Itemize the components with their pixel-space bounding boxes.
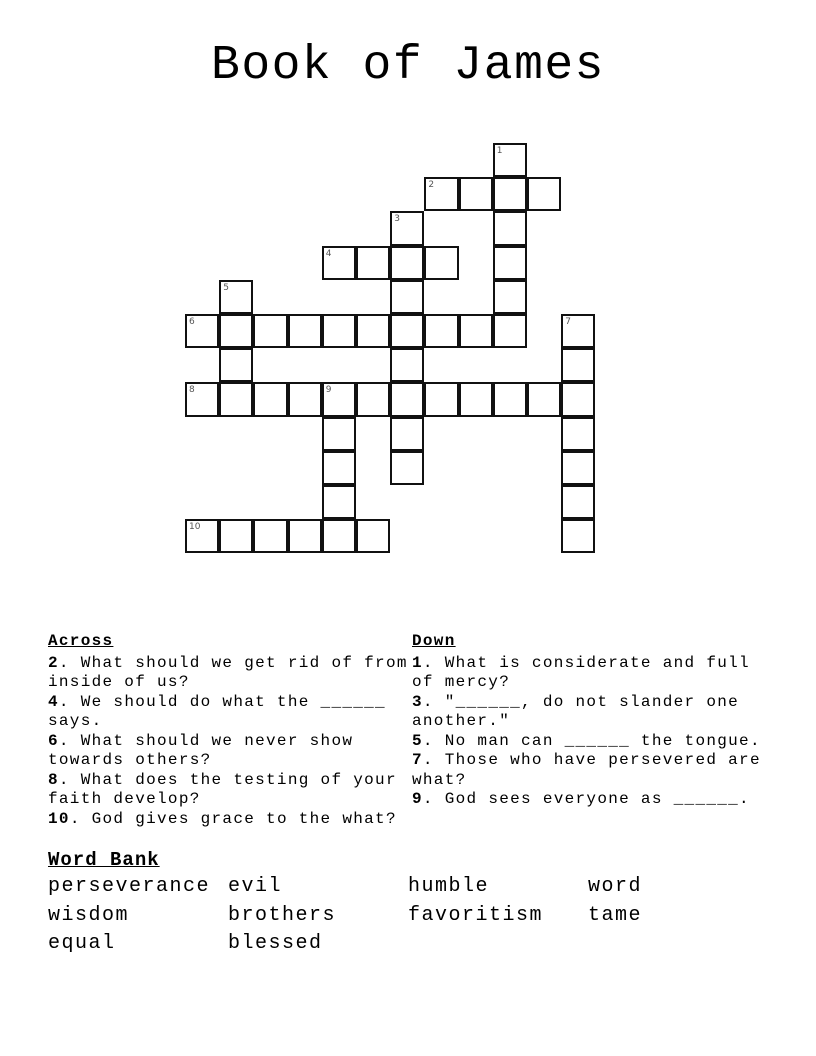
- grid-cell[interactable]: [459, 382, 493, 416]
- word-bank-item: wisdom: [48, 903, 130, 927]
- clue-text: . We should do what the ______ says.: [48, 692, 386, 730]
- grid-cell[interactable]: [561, 485, 595, 519]
- grid-cell[interactable]: [459, 177, 493, 211]
- grid-cell[interactable]: [322, 246, 356, 280]
- grid-cell[interactable]: [459, 314, 493, 348]
- across-clue: [48, 654, 408, 693]
- grid-cell[interactable]: [185, 382, 219, 416]
- grid-cell[interactable]: [390, 417, 424, 451]
- grid-cell[interactable]: [219, 280, 253, 314]
- page-title: Book of James: [211, 39, 605, 93]
- clue-number: 8: [48, 770, 59, 789]
- grid-cell[interactable]: [561, 417, 595, 451]
- word-bank: [48, 875, 768, 961]
- word-bank-item: perseverance: [48, 875, 211, 898]
- grid-cell[interactable]: [253, 382, 287, 416]
- clue-text: . What should we never show towards others?: [48, 731, 354, 769]
- down-clue: [412, 654, 772, 693]
- grid-cell[interactable]: [424, 382, 458, 416]
- word-bank-item: blessed: [228, 932, 323, 955]
- word-bank-item: evil: [228, 875, 283, 898]
- clue-text: . God gives grace to the what?: [69, 809, 397, 828]
- across-clue: [48, 732, 408, 771]
- grid-cell[interactable]: [390, 314, 424, 348]
- word-bank-heading: Word Bank: [48, 849, 160, 871]
- clue-text: . What should we get rid of from inside of us?: [48, 653, 408, 691]
- clue-text: . What does the testing of your faith develop?: [48, 770, 397, 808]
- grid-cell[interactable]: [322, 485, 356, 519]
- across-clue: [48, 771, 408, 810]
- grid-cell[interactable]: [356, 519, 390, 553]
- clue-number: 9: [412, 790, 423, 808]
- word-bank-item: brothers: [228, 903, 337, 927]
- grid-cell[interactable]: [185, 519, 219, 553]
- grid-cell[interactable]: [493, 314, 527, 348]
- across-clues: [48, 632, 408, 829]
- clue-text: . What is considerate and full of mercy?: [412, 653, 750, 691]
- clue-text: . "______, do not slander one another.": [412, 692, 740, 730]
- clue-text: . God sees everyone as ______.: [422, 790, 750, 808]
- grid-cell[interactable]: [390, 246, 424, 280]
- grid-cell[interactable]: [424, 177, 458, 211]
- grid-cell[interactable]: [561, 519, 595, 553]
- grid-cell[interactable]: [219, 519, 253, 553]
- grid-cell[interactable]: [322, 451, 356, 485]
- grid-cell[interactable]: [493, 143, 527, 177]
- grid-cell[interactable]: [253, 314, 287, 348]
- grid-cell[interactable]: [288, 314, 322, 348]
- word-bank-item: tame: [588, 903, 643, 927]
- grid-cell[interactable]: [424, 246, 458, 280]
- clue-text: . No man can ______ the tongue.: [422, 731, 761, 750]
- grid-cell[interactable]: [561, 451, 595, 485]
- grid-cell[interactable]: [561, 382, 595, 416]
- down-heading: Down: [412, 632, 456, 650]
- grid-cell[interactable]: [561, 314, 595, 348]
- grid-cell[interactable]: [253, 519, 287, 553]
- grid-cell[interactable]: [390, 211, 424, 245]
- grid-cell[interactable]: [322, 417, 356, 451]
- grid-cell[interactable]: [424, 314, 458, 348]
- grid-cell[interactable]: [493, 246, 527, 280]
- word-bank-item: favoritism: [408, 903, 544, 927]
- cell-number: 9: [325, 385, 332, 396]
- clue-number: 4: [48, 692, 59, 711]
- across-heading: Across: [48, 632, 114, 650]
- grid-cell[interactable]: [493, 280, 527, 314]
- clue-number: 2: [48, 653, 59, 672]
- cell-number: 2: [428, 180, 435, 191]
- word-bank-item: word: [588, 875, 643, 898]
- grid-cell[interactable]: [493, 211, 527, 245]
- clue-text: . Those who have persevered are what?: [412, 751, 761, 789]
- cell-number: 1: [496, 146, 503, 156]
- grid-cell[interactable]: [390, 348, 424, 382]
- grid-cell[interactable]: [322, 382, 356, 416]
- clue-number: 6: [48, 731, 59, 750]
- clue-number: 5: [412, 731, 423, 750]
- grid-cell[interactable]: [527, 177, 561, 211]
- grid-cell[interactable]: [219, 314, 253, 348]
- word-bank-item: humble: [408, 875, 490, 898]
- crossword-grid: [186, 144, 598, 556]
- cell-number: 5: [223, 282, 229, 293]
- down-clue: [412, 790, 772, 810]
- cell-number: 10: [189, 522, 201, 533]
- cell-number: 4: [325, 248, 332, 259]
- grid-cell[interactable]: [288, 382, 322, 416]
- grid-cell[interactable]: [288, 519, 322, 553]
- down-clue: [412, 732, 772, 752]
- across-clue: [48, 810, 408, 830]
- grid-cell[interactable]: [219, 348, 253, 382]
- grid-cell[interactable]: [493, 177, 527, 211]
- down-clue: [412, 693, 772, 732]
- cell-number: 8: [189, 385, 195, 396]
- grid-cell[interactable]: [185, 314, 219, 348]
- grid-cell[interactable]: [527, 382, 561, 416]
- clue-number: 1: [412, 653, 423, 672]
- clue-number: 3: [412, 692, 423, 711]
- grid-cell[interactable]: [561, 348, 595, 382]
- grid-cell[interactable]: [390, 382, 424, 416]
- grid-cell[interactable]: [356, 382, 390, 416]
- grid-cell[interactable]: [493, 382, 527, 416]
- word-bank-item: equal: [48, 932, 116, 955]
- clue-number: 10: [48, 809, 70, 828]
- grid-cell[interactable]: [356, 314, 390, 348]
- grid-cell[interactable]: [219, 382, 253, 416]
- cell-number: 3: [394, 214, 400, 225]
- grid-cell[interactable]: [390, 451, 424, 485]
- across-clue: [48, 693, 408, 732]
- grid-cell[interactable]: [322, 314, 356, 348]
- cell-number: 7: [565, 317, 571, 327]
- down-clues: [412, 632, 772, 810]
- cell-number: 6: [189, 317, 195, 327]
- grid-cell[interactable]: [356, 246, 390, 280]
- clue-number: 7: [412, 751, 423, 769]
- grid-cell[interactable]: [390, 280, 424, 314]
- grid-cell[interactable]: [322, 519, 356, 553]
- down-clue: [412, 751, 772, 790]
